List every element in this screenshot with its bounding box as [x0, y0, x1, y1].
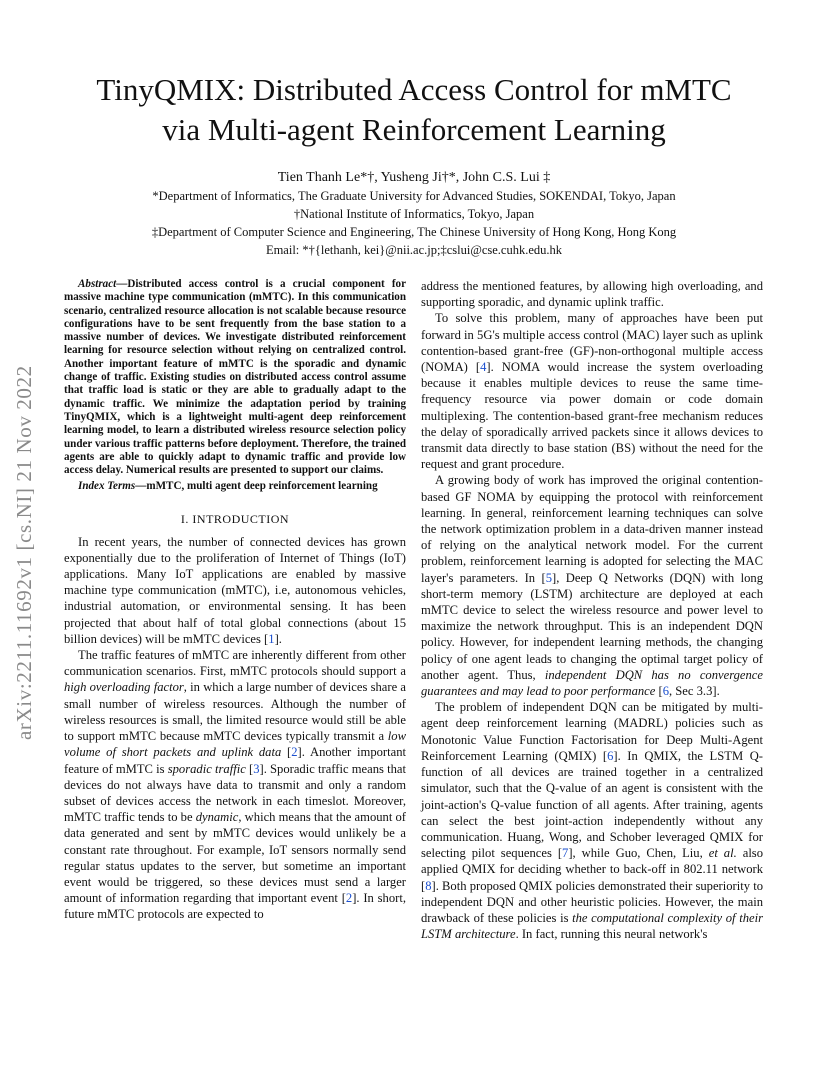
section-title-initial: I [192, 512, 197, 527]
text-run: , Sec 3.3]. [669, 684, 720, 699]
text-run: ], while Guo, Chen, Liu, [568, 846, 709, 861]
intro-paragraph-1 [64, 534, 406, 647]
citation-link[interactable]: 8 [425, 878, 432, 893]
text-run: also applied QMIX for deciding whether to back-off in 802.11 network [ [421, 846, 764, 893]
index-terms [64, 479, 406, 493]
index-terms-text: —mMTC, multi agent deep reinforcement learning [135, 480, 378, 493]
text-run: ]. Sporadic traffic means that devices do not always have data to transmit and only a random subset of devices access the network in each timeslot. Moreover, mMTC traffic tends to be [64, 761, 406, 825]
paper-title [60, 70, 768, 150]
intro-paragraph-4 [421, 472, 763, 699]
emphasis: the computational complexity of their LSTM architecture [421, 910, 763, 942]
text-run: The problem of independent DQN can be mitigated by multi-agent deep reinforcement learning (MADRL) policies such as Monotonic Value Function Factorisation for Deep Multi-Agent Reinforcement Learning (QMIX) [ [421, 700, 763, 763]
text-run: The traffic features of mMTC are inherently different from other communication scenarios. First, mMTC protocols should support a [64, 648, 406, 679]
intro-paragraph-3 [421, 310, 763, 472]
citation-link[interactable]: 2 [345, 891, 353, 906]
paper-title-line-1: TinyQMIX: Distributed Access Control for mMTC [96, 72, 732, 107]
text-run: ]. In short, future mMTC protocols are expected to [64, 891, 406, 922]
abstract-text: —Distributed access control is a crucial component for massive machine type communication (mMTC). In this communication scenario, centralized resource allocation is not scalable because resource configurations have to be sent frequently from the base station to a massive number of devices. We investigate distributed reinforcement learning for resource selection without relying on centralized control. Another important feature of mMTC is the sporadic and dynamic change of traffic. Existing studies on distributed access control assume that traffic load is static or they are able to gradually adapt to the dynamic traffic. We minimize the adaptation period by training TinyQMIX, which is a lightweight multi-agent deep reinforcement learning model, to learn a distributed wireless resource selection policy under various traffic patterns before deployment. Therefore, the trained agents are able to quickly adapt to dynamic traffic and provide low access delay. Numerical results are presented to support our claims. [64, 278, 406, 477]
emphasis: dynamic [195, 810, 239, 825]
emphasis: et al. [708, 846, 737, 861]
section-title-rest: NTRODUCTION [196, 512, 290, 527]
intro-paragraph-2 [64, 647, 406, 922]
citation-link[interactable]: 6 [607, 748, 614, 763]
arxiv-identifier: arXiv:2211.11692v1 [cs.NI] 21 Nov 2022 [12, 365, 36, 740]
text-run: [ [281, 745, 292, 760]
text-run: ]. [274, 631, 282, 646]
author-list: Tien Thanh Le*†, Yusheng Ji†*, John C.S. Lui ‡ [277, 170, 551, 185]
emphasis: independent DQN has no convergence guarantees and may lead to poor performance [421, 667, 763, 699]
paper-title-line-2: via Multi-agent Reinforcement Learning [162, 112, 666, 147]
affiliation-1: *Department of Informatics, The Graduate University for Advanced Studies, SOKENDAI, Tokyo, Japan [152, 189, 676, 203]
section-number: I. [180, 512, 193, 527]
emphasis: high overloading factor [64, 680, 184, 695]
index-terms-label: Index Terms [78, 480, 136, 493]
text-run: To solve this problem, many of approaches have been put forward in 5G's multiple access control (MAC) layer such as uplink contention-based grant-free (GF)-non-orthogonal multiple access (NOMA) [ [421, 311, 763, 375]
text-run: . In fact, running this neural network's [515, 927, 708, 942]
text-run: ]. Both proposed QMIX policies demonstrated their superiority to independent DQN and other heuristic policies. However, the main drawback of these policies is [421, 878, 763, 925]
section-heading-introduction [64, 511, 406, 527]
email-line: Email: *†{lethanh, kei}@nii.ac.jp;‡cslui@cse.cuhk.edu.hk [265, 243, 563, 257]
emphasis: low volume of short packets and uplink data [64, 729, 406, 760]
text-run: [ [245, 761, 254, 776]
citation-link[interactable]: 2 [291, 745, 298, 760]
text-run: In recent years, the number of connected devices has grown exponentially due to the proliferation of Internet of Things (IoT) applications. Many IoT applications are enabled by massive machine type communication (mMTC), i.e, autonomous vehicles, industrial automation, or environmental sensing. It has been projected that about half of total global connections (about 15 billion devices) will be mMTC devices [ [64, 534, 406, 646]
abstract [64, 278, 406, 477]
affiliation-3: ‡Department of Computer Science and Engineering, The Chinese University of Hong Kong, Hong Kong [151, 225, 677, 239]
citation-link[interactable]: 6 [662, 684, 669, 699]
left-column [64, 278, 406, 923]
text-run: ], Deep Q Networks (DQN) with long short-term memory (LSTM) architecture are deployed at each mMTC device to select the wireless resource and power level to maximize the network throughput. This is an independent DQN policy. However, for independent learning methods, the changing policy of one agent leads to changing the optimal target policy of another agent. Thus, [421, 570, 763, 682]
text-run: ]. NOMA would increase the system overloading because it enables multiple devices to reuse the same time-frequency resource via power domain or code domain multiplexing. The contention-based grant-free mechanism reduces the delay of sporadically arrived packets since it allows devices to transmit data directly to base station (BS) without the need for the request and grant procedure. [421, 360, 763, 472]
citation-link[interactable]: 5 [545, 570, 552, 585]
emphasis: sporadic traffic [167, 761, 246, 776]
intro-paragraph-5 [421, 699, 763, 942]
text-run: , in which a large number of devices share a small number of wireless resources. Although the number of wireless resources is small, the limited resource would still be able to support mMTC because mMTC devices typically transmit a [64, 680, 406, 744]
text-run: , which means that the amount of data generated and sent by mMTC devices would unlikely be a constant rate throughout. For example, IoT sensors normally send regular status updates to the server, but sometime an important event would be triggered, so these devices must send a larger amount of information regarding that important event [ [64, 810, 406, 906]
right-column [421, 278, 763, 942]
affiliation-2: †National Institute of Informatics, Tokyo, Japan [293, 207, 535, 221]
title-block [60, 70, 768, 259]
citation-link[interactable]: 7 [562, 846, 569, 861]
citation-link[interactable]: 1 [268, 631, 275, 646]
citation-link[interactable]: 4 [480, 360, 487, 375]
citation-link[interactable]: 3 [253, 761, 260, 776]
text-run: ]. Another important feature of mMTC is [64, 745, 406, 776]
text-run: A growing body of work has improved the original contention-based GF NOMA by equipping the protocol with reinforcement learning. In general, reinforcement learning techniques can solve the network optimization problem in a data-driven manner instead of relying on the analytical network model. For the current problem, reinforcement learning is adopted for selecting the MAC layer's parameters. In [ [421, 473, 763, 585]
abstract-label: Abstract [78, 278, 117, 290]
continued-paragraph: address the mentioned features, by allowing high overloading, and supporting sporadic, and dynamic uplink traffic. [421, 279, 763, 310]
text-run: [ [655, 684, 663, 699]
text-run: ]. In QMIX, the LSTM Q-function of all devices are trained together in a centralized simulator, such that the Q-value of an agent is consistent with the joint-action's Q-value function of all agents. After training, agents can select the best joint-action independently without any communication. Huang, Wong, and Schober leveraged QMIX for selecting pilot sequences [ [421, 748, 763, 861]
